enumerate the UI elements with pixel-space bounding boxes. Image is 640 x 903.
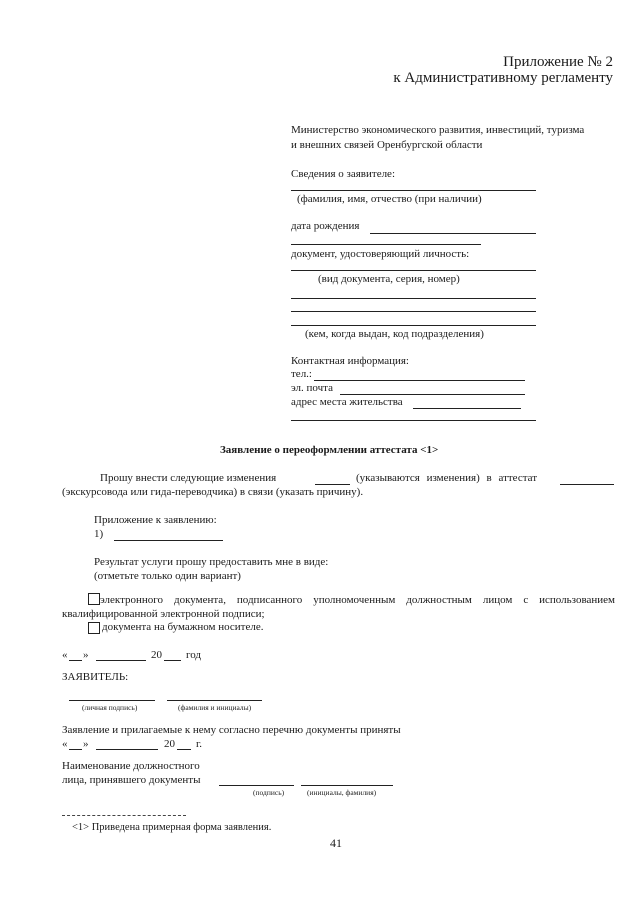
fio-hint: (фамилия, имя, отчество (при наличии) — [297, 193, 482, 205]
recipient-line-2: и внешних связей Оренбургской области — [291, 139, 483, 151]
request-text-1: Прошу внести следующие изменения — [100, 472, 277, 484]
document-title: Заявление о переоформлении аттестата <1> — [220, 444, 439, 456]
accepted-close-quote: » — [83, 738, 89, 750]
official-line-1: Наименование должностного — [62, 760, 200, 772]
paper-document-checkbox[interactable] — [88, 622, 100, 634]
recipient-line-1: Министерство экономического развития, инвестиций, туризма — [291, 124, 585, 136]
applicant-section-title: Сведения о заявителе: — [291, 168, 396, 180]
date-year-line[interactable] — [164, 660, 181, 661]
doc-label: документ, удостоверяющий личность: — [291, 248, 470, 260]
phone-line[interactable] — [314, 380, 525, 381]
official-name-line[interactable] — [301, 785, 393, 786]
option-electronic-label: электронного документа, подписанного уполномоченным должностным лицом с использованием квалифицированной электронной подписи; — [62, 594, 615, 620]
official-sign-hint: (подпись) — [253, 788, 285, 797]
footnote-separator — [62, 815, 186, 816]
option-electronic-text — [62, 593, 615, 621]
issued-hint: (кем, когда выдан, код подразделения) — [305, 328, 484, 340]
personal-sign-line[interactable] — [69, 700, 155, 701]
attachment-label: Приложение к заявлению: — [94, 514, 217, 526]
appendix-number: Приложение № 2 — [503, 54, 613, 70]
issued-line-1[interactable] — [291, 298, 536, 299]
official-name-hint: (инициалы, фамилия) — [307, 788, 377, 797]
email-line[interactable] — [340, 394, 525, 395]
dob-label: дата рождения — [291, 220, 360, 232]
accepted-month-line[interactable] — [96, 749, 158, 750]
issued-line-2[interactable] — [291, 311, 536, 312]
changes-line[interactable] — [315, 484, 350, 485]
official-sign-line[interactable] — [219, 785, 294, 786]
dob-extra-line[interactable] — [291, 244, 481, 245]
accepted-day-line[interactable] — [69, 749, 82, 750]
official-line-2: лица, принявшего документы — [62, 774, 201, 786]
name-initials-line[interactable] — [167, 700, 262, 701]
accepted-open-quote: « — [62, 738, 68, 750]
accepted-year-abbr: г. — [196, 738, 203, 750]
result-hint: (отметьте только один вариант) — [94, 570, 241, 582]
date-open-quote: « — [62, 649, 68, 661]
accepted-century: 20 — [164, 738, 175, 750]
appendix-regulation: к Административному регламенту — [393, 70, 613, 86]
phone-label: тел.: — [291, 368, 312, 380]
footnote-text: <1> Приведена примерная форма заявления. — [72, 822, 272, 833]
result-label: Результат услуги прошу предоставить мне в виде: — [94, 556, 329, 568]
date-month-line[interactable] — [96, 660, 146, 661]
accepted-text: Заявление и прилагаемые к нему согласно перечню документы приняты — [62, 724, 401, 736]
applicant-heading: ЗАЯВИТЕЛЬ: — [62, 671, 129, 683]
date-year-word: год — [186, 649, 202, 661]
date-day-line[interactable] — [69, 660, 82, 661]
address-line[interactable] — [413, 408, 521, 409]
attachment-item-number: 1) — [94, 528, 104, 540]
accepted-year-line[interactable] — [177, 749, 191, 750]
email-label: эл. почта — [291, 382, 333, 394]
request-text-2: (указываются изменения) в аттестат — [356, 472, 538, 484]
page-number: 41 — [330, 836, 342, 850]
doc-hint: (вид документа, серия, номер) — [318, 273, 460, 285]
name-initials-hint: (фамилия и инициалы) — [178, 703, 252, 712]
date-century: 20 — [151, 649, 162, 661]
address-label: адрес места жительства — [291, 396, 403, 408]
attachment-item-line[interactable] — [114, 540, 223, 541]
personal-sign-hint: (личная подпись) — [82, 703, 138, 712]
option-paper-text: документа на бумажном носителе. — [102, 621, 264, 633]
date-close-quote: » — [83, 649, 89, 661]
issued-line-3[interactable] — [291, 325, 536, 326]
doc-line[interactable] — [291, 270, 536, 271]
certificate-line[interactable] — [560, 484, 614, 485]
dob-line[interactable] — [370, 233, 536, 234]
address-extra-line[interactable] — [291, 420, 536, 421]
fio-line[interactable] — [291, 190, 536, 191]
request-text-3: (экскурсовода или гида-переводчика) в связи (указать причину). — [62, 486, 364, 498]
contact-label: Контактная информация: — [291, 355, 409, 367]
